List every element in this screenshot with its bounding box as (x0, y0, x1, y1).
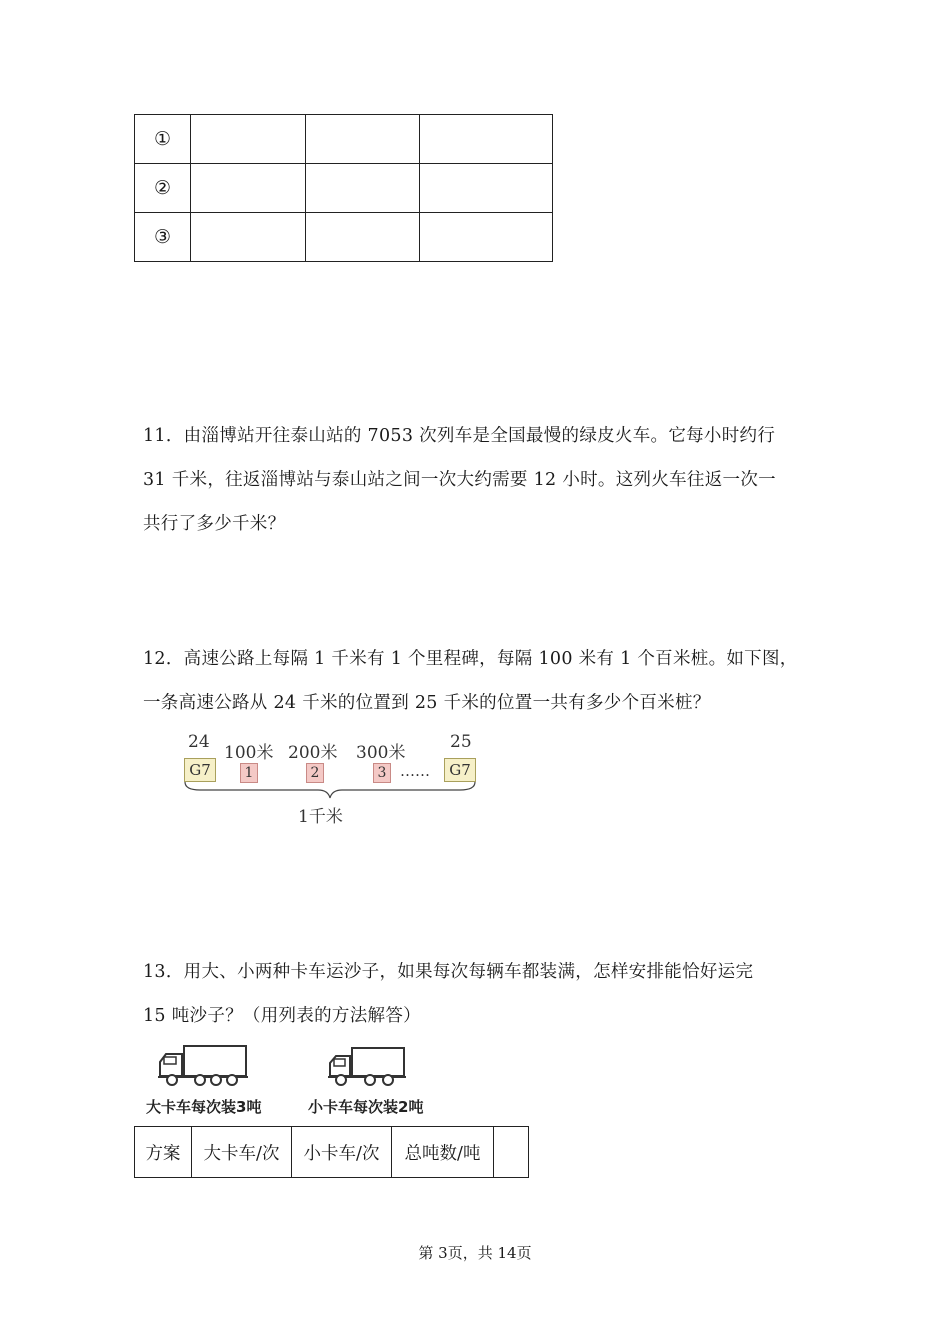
small-truck-label: 小卡车每次装2吨 (308, 1098, 424, 1116)
column-header: 总吨数/吨 (392, 1127, 494, 1178)
question-line: 13．用大、小两种卡车运沙子，如果每次每辆车都装满，怎样安排能恰好运完 (143, 962, 754, 982)
question-line: 11．由淄博站开往泰山站的 7053 次列车是全国最慢的绿皮火车。它每小时约行 (143, 426, 776, 446)
question-line: 31 千米，往返淄博站与泰山站之间一次大约需要 12 小时。这列火车往返一次一 (143, 470, 776, 490)
table-cell (191, 213, 306, 262)
question-11 (143, 414, 823, 546)
column-header: 小卡车/次 (292, 1127, 392, 1178)
question-line: 共行了多少千米？ (143, 514, 286, 534)
big-truck-label: 大卡车每次装3吨 (146, 1098, 262, 1116)
table-cell (306, 213, 420, 262)
table-cell (420, 213, 553, 262)
row-label: ① (135, 115, 191, 164)
table-cell (306, 115, 420, 164)
question-line: 15 吨沙子？（用列表的方法解答） (143, 1006, 421, 1026)
question-line: 12．高速公路上每隔 1 千米有 1 个里程碑，每隔 100 米有 1 个百米桩。如下图， (143, 649, 798, 669)
table-cell (420, 164, 553, 213)
table-cell (191, 115, 306, 164)
truck-icon (156, 1044, 250, 1088)
table-row (135, 115, 553, 164)
column-header (494, 1127, 529, 1178)
hundred-meter-stake: 3 (373, 763, 391, 783)
table-row (135, 213, 553, 262)
end-km-label: 25 (450, 732, 472, 752)
milestone-marker: G7 (184, 758, 216, 782)
span-label: 1千米 (298, 807, 343, 827)
plan-table (134, 1126, 529, 1178)
question-13 (143, 950, 823, 1038)
page-number: 第 3页，共 14页 (418, 1244, 532, 1262)
table-cell (306, 164, 420, 213)
table-header-row (135, 1127, 529, 1178)
distance-label: 300米 (356, 743, 406, 763)
question-12 (143, 637, 823, 725)
question-line: 一条高速公路从 24 千米的位置到 25 千米的位置一共有多少个百米桩？ (143, 693, 711, 713)
hundred-meter-stake: 1 (240, 763, 258, 783)
table-cell (191, 164, 306, 213)
answer-table (134, 114, 553, 262)
brace-icon (180, 780, 480, 800)
distance-label: 200米 (288, 743, 338, 763)
milestone-marker: G7 (444, 758, 476, 782)
hundred-meter-stake: 2 (306, 763, 324, 783)
start-km-label: 24 (188, 732, 210, 752)
truck-icon (326, 1046, 408, 1088)
table-row (135, 164, 553, 213)
distance-label: 100米 (224, 743, 274, 763)
column-header: 大卡车/次 (192, 1127, 292, 1178)
milestone-diagram (180, 730, 480, 830)
column-header: 方案 (135, 1127, 192, 1178)
ellipsis: …… (400, 762, 430, 780)
table-cell (420, 115, 553, 164)
row-label: ③ (135, 213, 191, 262)
row-label: ② (135, 164, 191, 213)
